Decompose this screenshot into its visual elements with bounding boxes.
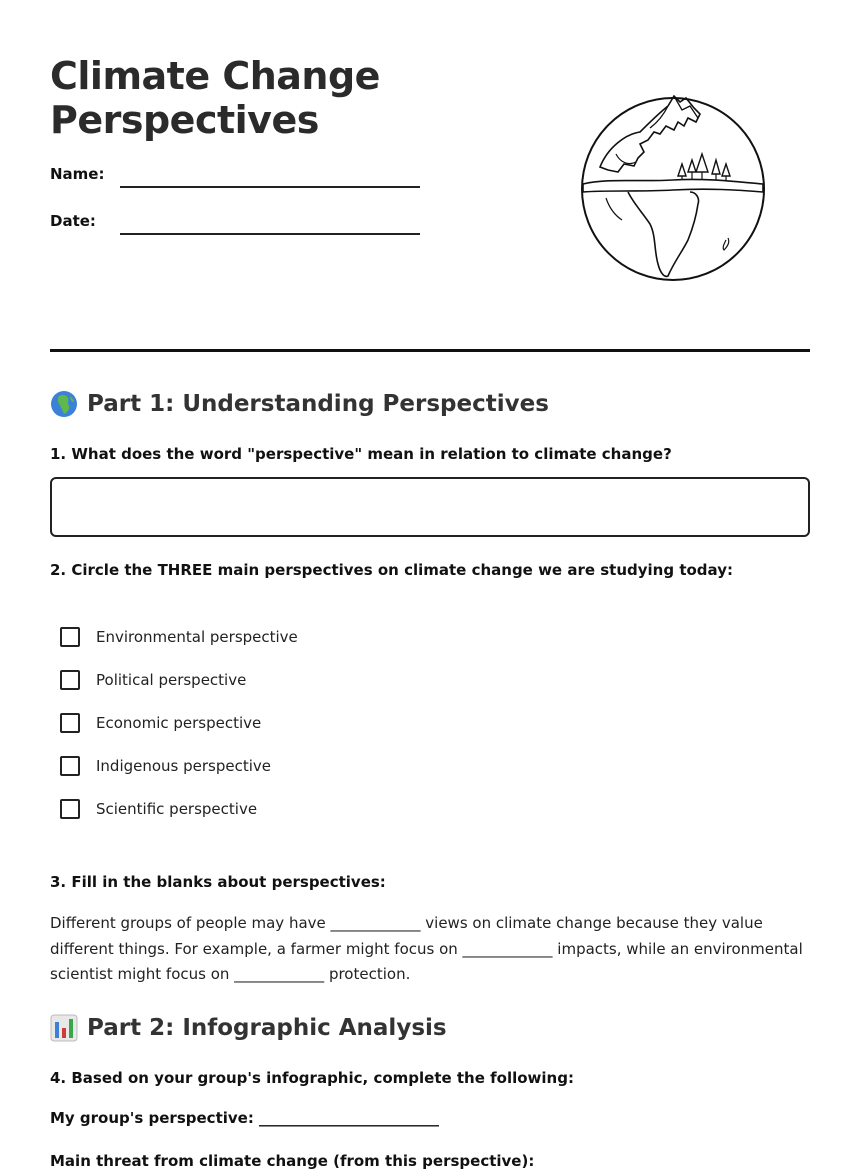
option-environmental[interactable] [60,627,298,647]
date-field[interactable] [120,213,420,235]
option-economic[interactable] [60,713,261,733]
option-label: Indigenous perspective [96,757,272,775]
globe-africa-icon [50,390,78,418]
checkbox[interactable] [60,670,80,690]
checkbox[interactable] [60,756,80,776]
checkbox[interactable] [60,799,80,819]
option-label: Scientific perspective [96,800,258,818]
option-label: Economic perspective [96,714,262,732]
title-line-2: Perspectives [50,98,319,142]
fill-in-paragraph: Different groups of people may have ____________ views on climate change because they value different things. For example, a farmer might focus on ____________ impacts, while an environmental scientist might focus on ____________ protection. [50,914,803,983]
group-perspective-line: My group's perspective: ________________________ [50,1109,440,1127]
part1-heading [50,389,549,419]
part2-heading [50,1013,447,1043]
question-4: 4. Based on your group's infographic, complete the following: [50,1069,574,1087]
title-line-1: Climate Change [50,54,380,98]
option-indigenous[interactable] [60,756,271,776]
checkbox[interactable] [60,713,80,733]
part2-title: Part 2: Infographic Analysis [87,1015,447,1041]
option-label: Political perspective [96,671,247,689]
question-1-answer-box[interactable] [50,477,810,537]
section-divider [50,349,810,352]
name-label: Name: [50,165,105,183]
option-label: Environmental perspective [96,628,298,646]
earth-globe-icon [578,92,768,284]
question-2: 2. Circle the THREE main perspectives on climate change we are studying today: [50,561,733,579]
date-label: Date: [50,212,96,230]
worksheet-title [50,54,510,142]
part1-title: Part 1: Understanding Perspectives [87,391,549,417]
question-3: 3. Fill in the blanks about perspectives: [50,873,386,891]
option-political[interactable] [60,670,246,690]
bar-chart-icon [50,1014,78,1042]
name-field[interactable] [120,166,420,188]
question-1: 1. What does the word "perspective" mean in relation to climate change? [50,445,672,463]
checkbox[interactable] [60,627,80,647]
main-threat-line: Main threat from climate change (from this perspective): [50,1152,535,1170]
option-scientific[interactable] [60,799,257,819]
